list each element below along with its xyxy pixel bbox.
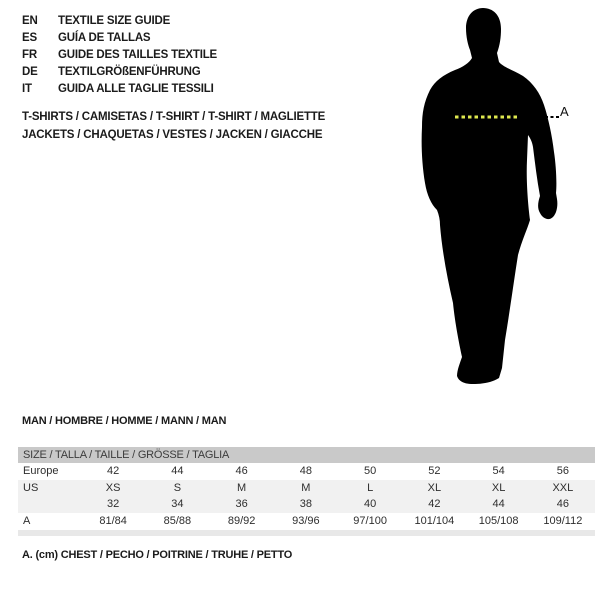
table-cell: 46 — [556, 498, 569, 510]
language-label: GUIDA ALLE TAGLIE TESSILI — [58, 83, 214, 95]
table-cell: 42 — [107, 465, 120, 477]
table-cell: 50 — [364, 465, 377, 477]
table-cell: 44 — [492, 498, 505, 510]
table-cell: 56 — [556, 465, 569, 477]
size-guide-figure — [410, 4, 595, 392]
table-cell: 48 — [299, 465, 312, 477]
table-cell: 89/92 — [227, 514, 256, 527]
language-row — [22, 13, 217, 30]
table-cell: 93/96 — [292, 514, 320, 527]
table-cell: 36 — [235, 498, 248, 510]
language-row — [22, 81, 217, 98]
table-cell: S — [173, 481, 182, 494]
language-code: FR — [22, 49, 37, 61]
row-label — [18, 496, 81, 513]
table-cell: 42 — [428, 498, 441, 510]
table-cell: 52 — [428, 465, 441, 477]
table-cell: XXL — [552, 481, 574, 494]
size-table-header: SIZE / TALLA / TAILLE / GRÖSSE / TAGLIA — [18, 447, 595, 463]
size-table — [18, 447, 595, 536]
table-bottom-strip — [18, 530, 595, 536]
table-cell: 46 — [235, 465, 248, 477]
table-cell: 34 — [171, 498, 184, 510]
table-cell: 81/84 — [99, 514, 127, 527]
category-line-jackets: JACKETS / CHAQUETAS / VESTES / JACKEN / GIACCHE — [22, 129, 323, 141]
man-silhouette — [410, 4, 595, 392]
table-row-numeric — [18, 496, 595, 513]
section-title-man: MAN / HOMBRE / HOMME / MANN / MAN — [22, 415, 227, 427]
table-cell: 54 — [492, 465, 505, 477]
language-code: DE — [22, 66, 38, 78]
table-cell: XL — [491, 481, 506, 494]
table-cell: 40 — [364, 498, 377, 510]
table-cell: 105/108 — [478, 514, 519, 527]
row-label: Europe — [23, 465, 59, 477]
table-row-chest — [18, 513, 595, 530]
table-cell: M — [237, 481, 247, 494]
language-label: TEXTILGRÖßENFÜHRUNG — [58, 66, 201, 78]
language-label: GUÍA DE TALLAS — [58, 32, 151, 44]
language-row — [22, 47, 217, 64]
language-list — [22, 13, 217, 98]
table-cell: L — [367, 481, 374, 494]
table-cell: 101/104 — [414, 514, 455, 527]
table-cell: XL — [427, 481, 442, 494]
language-code: ES — [22, 32, 37, 44]
table-cell: 32 — [107, 498, 120, 510]
man-silhouette-shape — [422, 8, 558, 384]
table-row-europe — [18, 463, 595, 480]
row-label: US — [23, 481, 39, 494]
table-cell: 85/88 — [163, 514, 192, 527]
measure-label-a: A — [560, 104, 569, 119]
language-label: GUIDE DES TAILLES TEXTILE — [58, 49, 217, 61]
language-row — [22, 30, 217, 47]
table-row-us — [18, 480, 595, 497]
table-cell: M — [301, 481, 311, 494]
category-lines — [22, 108, 325, 144]
language-label: TEXTILE SIZE GUIDE — [58, 15, 171, 27]
language-row — [22, 64, 217, 81]
language-code: IT — [22, 83, 32, 95]
row-label: A — [23, 514, 31, 527]
language-code: EN — [22, 15, 38, 27]
table-cell: 38 — [299, 498, 312, 510]
table-cell: 44 — [171, 465, 184, 477]
category-line-tshirts: T-SHIRTS / CAMISETAS / T-SHIRT / T-SHIRT / MAGLIETTE — [22, 111, 326, 123]
measurement-footnote: A. (cm) CHEST / PECHO / POITRINE / TRUHE / PETTO — [22, 549, 293, 561]
table-cell: 109/112 — [543, 514, 583, 527]
table-cell: 97/100 — [353, 514, 387, 527]
table-cell: XS — [105, 481, 121, 494]
